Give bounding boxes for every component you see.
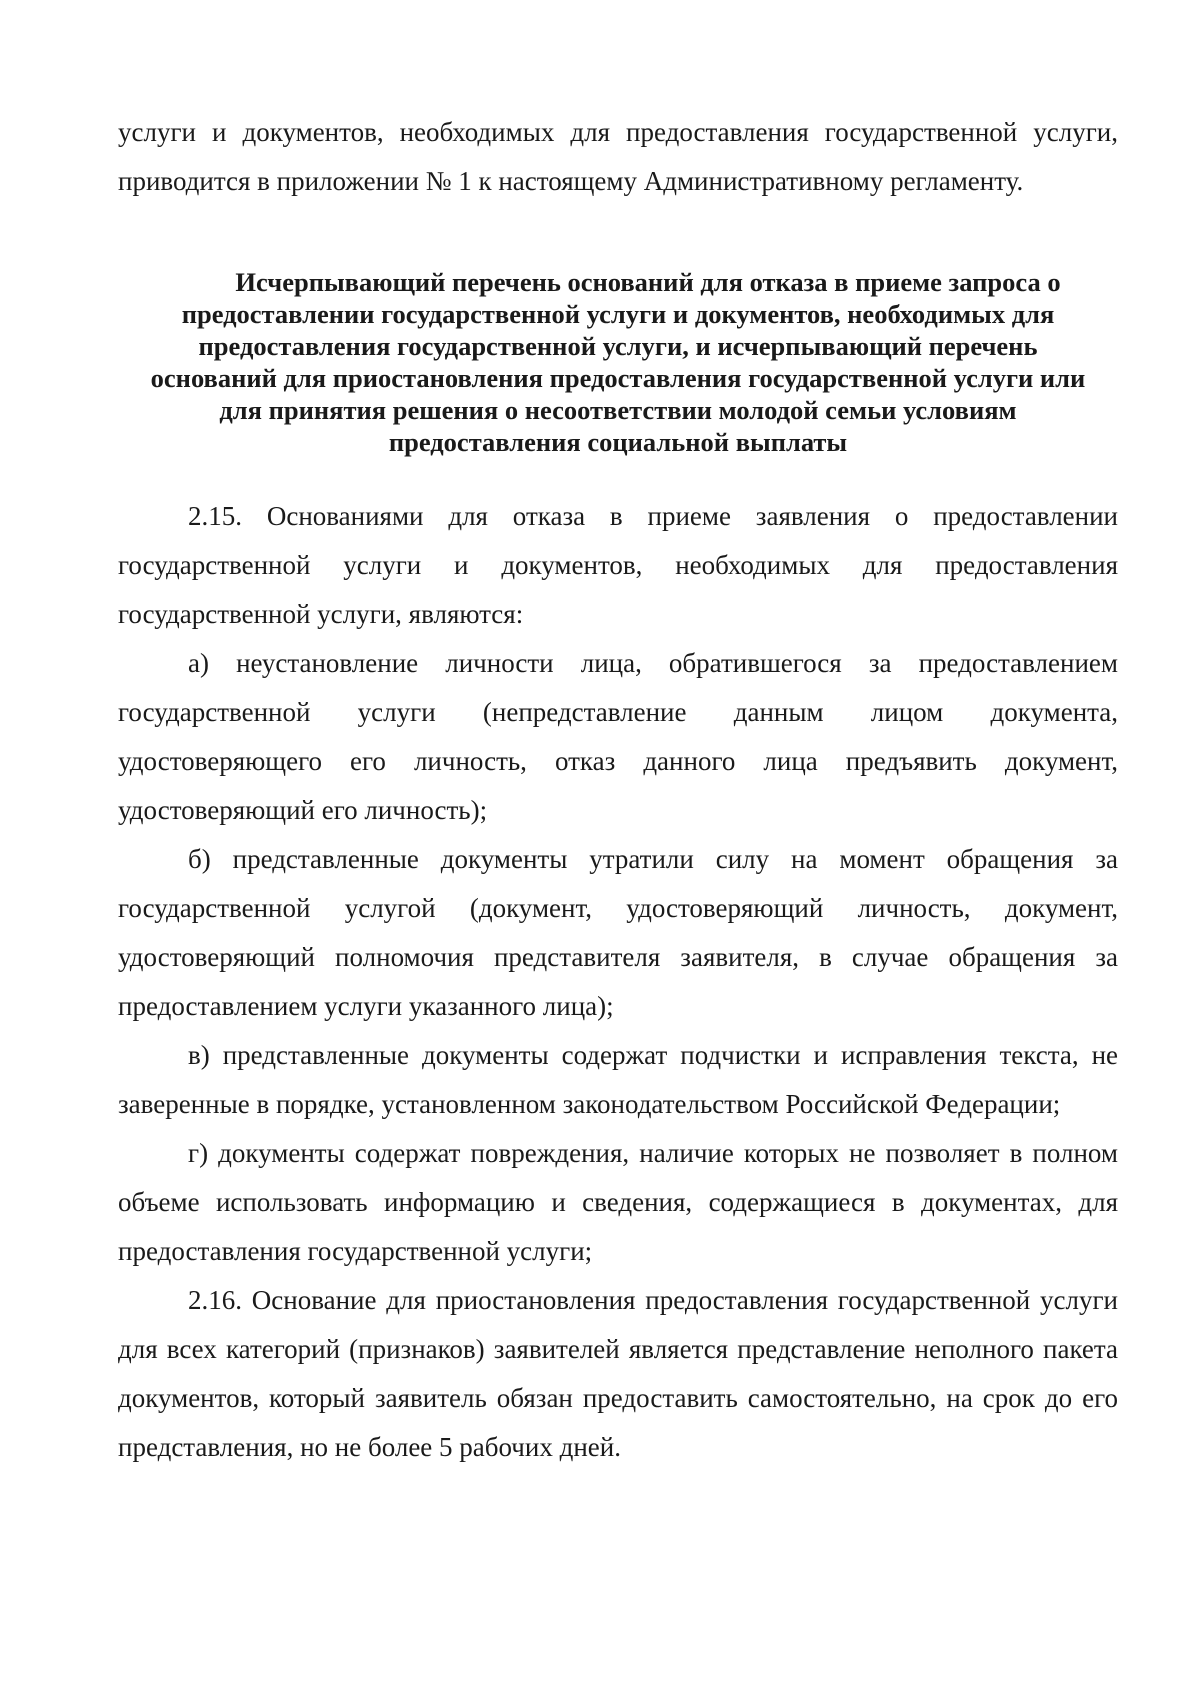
section-heading [118, 266, 1118, 458]
list-item-a: а) неустановление личности лица, обратившегося за предоставлением государственной услуги (непредставление данным лицом документа, удостоверяющего его личность, отказ данного лица предъявить документ, удостоверяющий его личность); [118, 648, 1118, 825]
list-item-b: б) представленные документы утратили силу на момент обращения за государственной услугой (документ, удостоверяющий личность, документ, удостоверяющий полномочия представителя заявителя, в случае обращения за предоставлением услуги указанного лица); [118, 844, 1118, 1021]
list-item-g: г) документы содержат повреждения, наличие которых не позволяет в полном объеме использовать информацию и сведения, содержащиеся в документах, для предоставления государственной услуги; [118, 1138, 1118, 1266]
heading-line: предоставлении государственной услуги и документов, необходимых для [181, 299, 1055, 329]
heading-line: предоставления государственной услуги, и исчерпывающий перечень [198, 331, 1038, 361]
heading-line: Исчерпывающий перечень оснований для отказа в приеме запроса о [235, 267, 1061, 297]
list-item-v: в) представленные документы содержат подчистки и исправления текста, не заверенные в порядке, установленном законодательством Российской Федерации; [118, 1040, 1118, 1119]
document-page [118, 108, 1118, 1472]
heading-line: предоставления социальной выплаты [388, 427, 848, 457]
heading-line: для принятия решения о несоответствии молодой семьи условиям [219, 395, 1017, 425]
heading-line: оснований для приостановления предоставления государственной услуги или [150, 363, 1086, 393]
intro-paragraph: услуги и документов, необходимых для предоставления государственной услуги, приводится в приложении № 1 к настоящему Административному регламенту. [118, 117, 1118, 196]
paragraph-2-15: 2.15. Основаниями для отказа в приеме заявления о предоставлении государственной услуги и документов, необходимых для предоставления государственной услуги, являются: [118, 501, 1118, 629]
paragraph-2-16: 2.16. Основание для приостановления предоставления государственной услуги для всех категорий (признаков) заявителей является представление неполного пакета документов, который заявитель обязан предоставить самостоятельно, на срок до его представления, но не более 5 рабочих дней. [118, 1285, 1118, 1462]
